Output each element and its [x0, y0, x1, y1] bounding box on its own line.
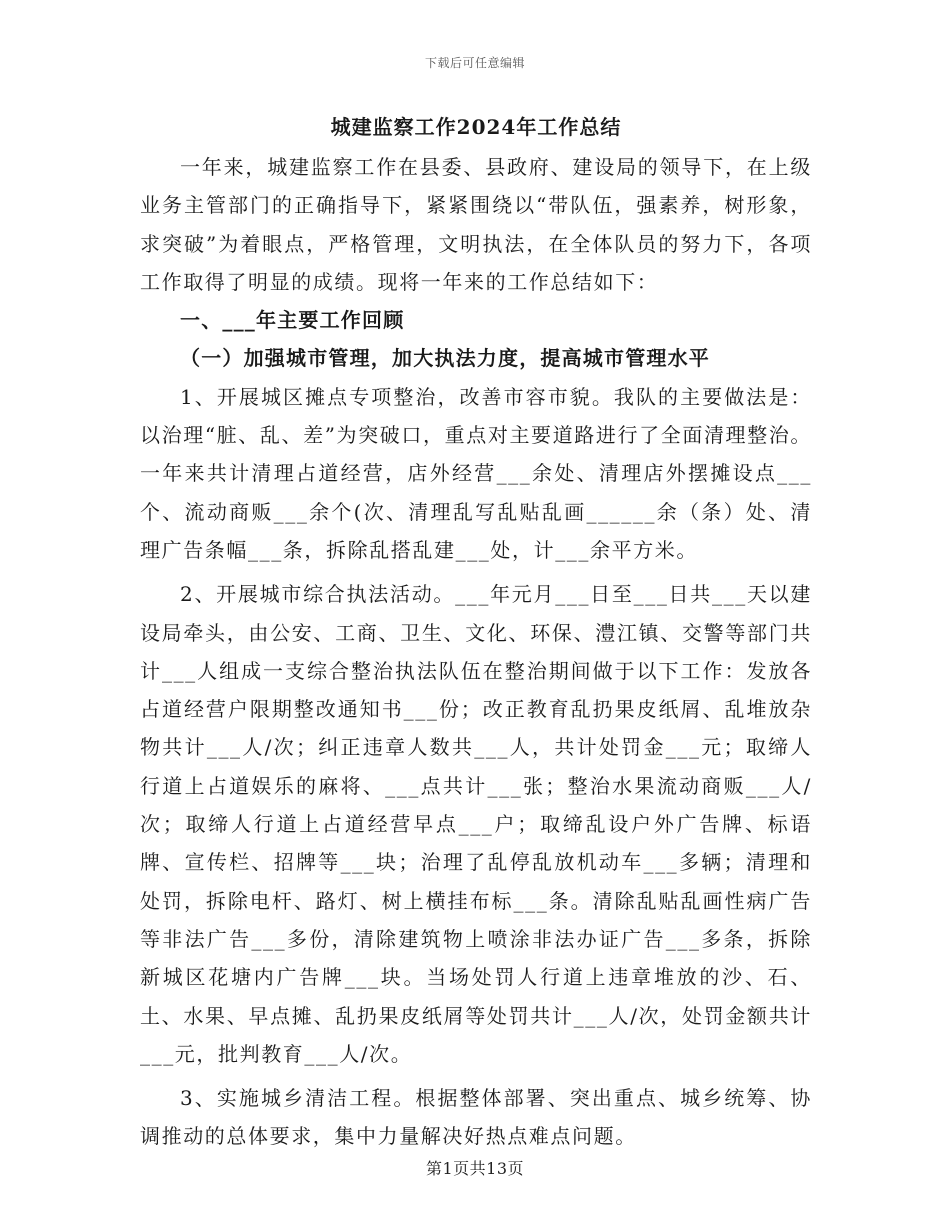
section-heading-review: 一、___年主要工作回顾 — [180, 308, 405, 333]
intro-paragraph: 一年来，城建监察工作在县委、县政府、建设局的领导下，在上级业务主管部门的正确指导下，紧紧围绕以“带队伍，强素养，树形象，求突破”为着眼点，严格管理，文明执法，在全体队员的努力下，各项工作取得了明显的成绩。现将一年来的工作总结如下： — [140, 155, 812, 294]
subsection-heading-city-management: （一）加强城市管理，加大执法力度，提高城市管理水平 — [180, 346, 710, 371]
paragraph-item-1: 1、开展城区摊点专项整治，改善市容市貌。我队的主要做法是：以治理“脏、乱、差”为突破口，重点对主要道路进行了全面清理整治。一年来共计清理占道经营，店外经营___余处、清理店外摆摊设点___个、流动商贩___余个(次、清理乱写乱贴乱画______余（条）处、清理广告条幅___条，拆除乱搭乱建___处，计___余平方米。 — [140, 384, 812, 562]
paragraph-item-2: 2、开展城市综合执法活动。___年元月___日至___日共___天以建设局牵头，由公安、工商、卫生、文化、环保、澧江镇、交警等部门共计___人组成一支综合整治执法队伍在整治期间做于以下工作：发放各占道经营户限期整改通知书___份；改正教育乱扔果皮纸屑、乱堆放杂物共计___人/次；纠正违章人数共___人，共计处罚金___元；取缔人行道上占道娱乐的麻将、___点共计___张；整治水果流动商贩___人/次；取缔人行道上占道经营早点___户；取缔乱设户外广告牌、标语牌、宣传栏、招牌等___块；治理了乱停乱放机动车___多辆；清理和处罚，拆除电杆、路灯、树上横挂布标___条。清除乱贴乱画性病广告等非法广告___多份，清除建筑物上喷涂非法办证广告___多条，拆除新城区花塘内广告牌___块。当场处罚人行道上违章堆放的沙、石、土、水果、早点摊、乱扔果皮纸屑等处罚共计___人/次，处罚金额共计___元，批判教育___人/次。 — [140, 582, 812, 1066]
paragraph-item-3: 3、实施城乡清洁工程。根据整体部署、突出重点、城乡统筹、协调推动的总体要求，集中力量解决好热点难点问题。 — [140, 1086, 812, 1149]
document-body — [140, 108, 812, 1156]
page-number-footer: 第1页共13页 — [425, 1159, 525, 1178]
document-title: 城建监察工作2024年工作总结 — [330, 115, 622, 139]
header-note: 下载后可任意编辑 — [424, 56, 525, 70]
